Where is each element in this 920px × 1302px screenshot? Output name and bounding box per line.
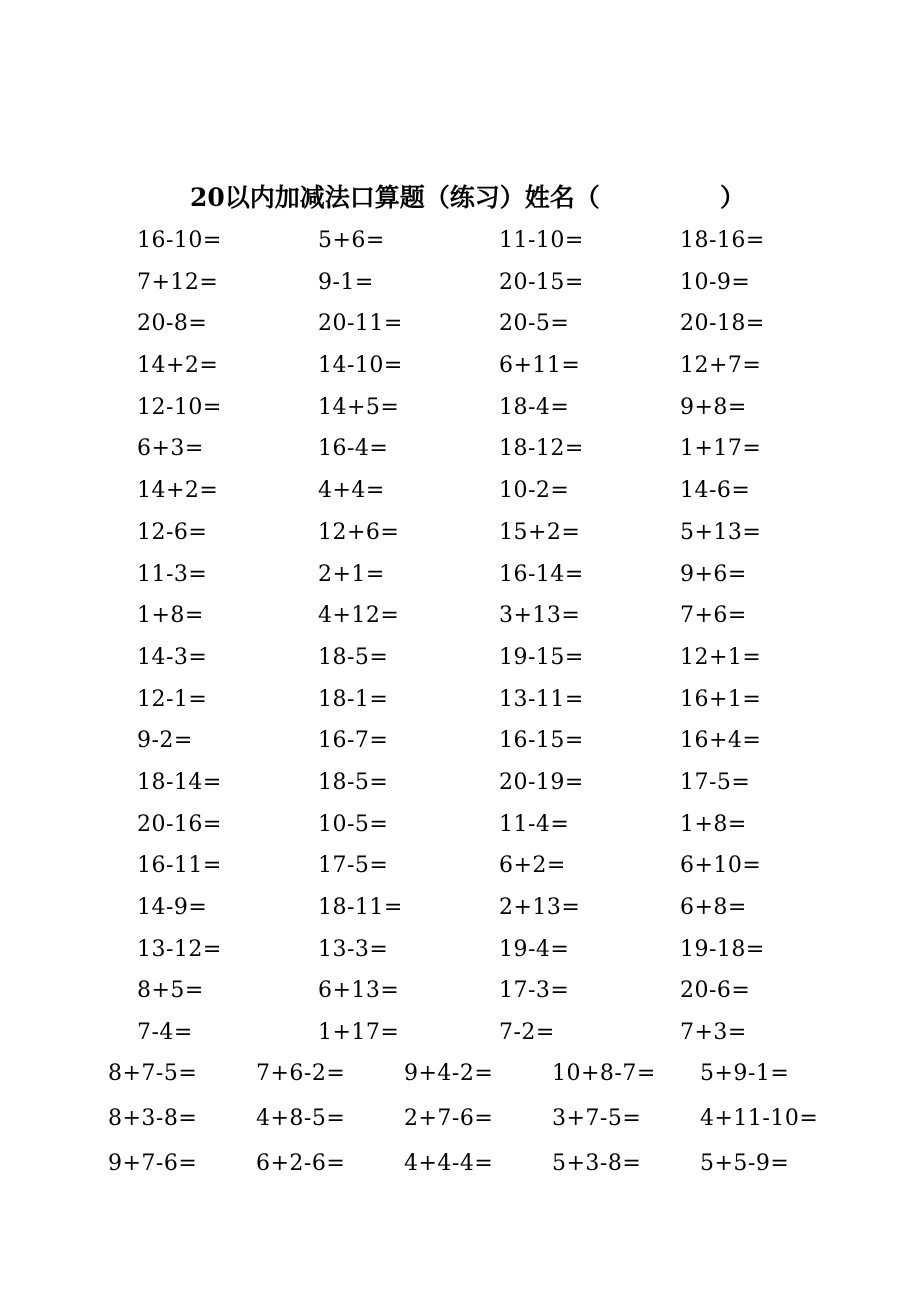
problem-row	[0, 345, 920, 387]
math-problem: 10+8-7=	[552, 1061, 656, 1086]
math-problem: 17-5=	[318, 853, 389, 879]
math-problem: 14+5=	[318, 394, 400, 420]
math-problem: 20-15=	[499, 269, 584, 295]
math-problem: 4+8-5=	[256, 1106, 346, 1131]
problem-row	[0, 637, 920, 679]
math-problem: 16-10=	[137, 228, 222, 253]
math-problem: 6+11=	[499, 353, 581, 379]
math-problem: 18-1=	[318, 686, 389, 712]
math-problem: 16-4=	[318, 436, 389, 462]
math-problem: 12-10=	[137, 394, 222, 420]
math-problem: 16-15=	[499, 728, 584, 754]
math-problem: 1+17=	[318, 1020, 400, 1046]
math-problem: 3+7-5=	[552, 1106, 642, 1131]
math-problem: 20-5=	[499, 311, 570, 337]
math-problem: 9-2=	[137, 728, 193, 754]
math-problem: 16+4=	[680, 728, 762, 754]
problem-row	[0, 1053, 920, 1098]
math-problem: 6+10=	[680, 853, 762, 879]
math-problem: 1+8=	[137, 603, 204, 629]
math-problem: 10-9=	[680, 269, 751, 295]
math-problem: 11-3=	[137, 561, 208, 587]
math-problem: 15+2=	[499, 519, 581, 545]
math-problem: 6+3=	[137, 436, 204, 462]
math-problem: 18-16=	[680, 228, 765, 253]
math-problem: 4+11-10=	[700, 1106, 819, 1131]
problem-row	[0, 1012, 920, 1054]
math-problem: 8+7-5=	[108, 1061, 198, 1086]
math-problem: 20-19=	[499, 769, 584, 795]
problem-row	[0, 970, 920, 1012]
math-problem: 17-5=	[680, 769, 751, 795]
math-problem: 7-4=	[137, 1020, 193, 1046]
math-problem: 6+2-6=	[256, 1151, 346, 1176]
math-problem: 2+7-6=	[404, 1106, 494, 1131]
problem-row	[0, 554, 920, 596]
math-problem: 18-12=	[499, 436, 584, 462]
math-problem: 16-11=	[137, 853, 222, 879]
problem-row	[0, 428, 920, 470]
math-problem: 14-10=	[318, 353, 403, 379]
math-problem: 19-4=	[499, 936, 570, 962]
math-problem: 10-5=	[318, 811, 389, 837]
math-problem: 9+6=	[680, 561, 747, 587]
math-problem: 1+8=	[680, 811, 747, 837]
math-problem: 9-1=	[318, 269, 374, 295]
math-problem: 4+12=	[318, 603, 400, 629]
title-text: 20以内加减法口算题（练习）姓名（	[190, 183, 600, 212]
problem-row	[0, 887, 920, 929]
problem-row	[0, 1143, 920, 1188]
math-problem: 17-3=	[499, 978, 570, 1004]
math-problem: 12-6=	[137, 519, 208, 545]
problem-row	[0, 220, 920, 262]
problem-row	[0, 929, 920, 971]
problem-row	[0, 470, 920, 512]
math-problem: 7+6-2=	[256, 1061, 346, 1086]
math-problem: 19-15=	[499, 644, 584, 670]
math-problem: 9+8=	[680, 394, 747, 420]
problem-row	[0, 303, 920, 345]
math-problem: 20-8=	[137, 311, 208, 337]
problem-row	[0, 720, 920, 762]
math-problem: 10-2=	[499, 478, 570, 504]
math-problem: 14-9=	[137, 895, 208, 920]
problem-grid-three-operand	[0, 1053, 920, 1188]
title-close-paren: ）	[720, 183, 746, 212]
math-problem: 4+4=	[318, 478, 385, 504]
math-problem: 7+12=	[137, 269, 219, 295]
math-problem: 13-11=	[499, 686, 584, 712]
math-problem: 5+3-8=	[552, 1151, 642, 1176]
math-problem: 20-11=	[318, 311, 403, 337]
math-problem: 13-3=	[318, 936, 389, 962]
math-problem: 18-5=	[318, 644, 389, 670]
math-problem: 18-14=	[137, 769, 222, 795]
math-problem: 8+5=	[137, 978, 204, 1004]
math-problem: 6+2=	[499, 853, 566, 879]
math-problem: 5+9-1=	[700, 1061, 790, 1086]
problem-row	[0, 845, 920, 887]
math-problem: 14+2=	[137, 478, 219, 504]
problem-row	[0, 387, 920, 429]
math-problem: 16+1=	[680, 686, 762, 712]
math-problem: 2+1=	[318, 561, 385, 587]
problem-row	[0, 1098, 920, 1143]
math-problem: 20-6=	[680, 978, 751, 1004]
math-problem: 9+7-6=	[108, 1151, 198, 1176]
math-problem: 6+8=	[680, 895, 747, 920]
math-problem: 7+3=	[680, 1020, 747, 1046]
math-problem: 4+4-4=	[404, 1151, 494, 1176]
math-problem: 14-6=	[680, 478, 751, 504]
math-problem: 14-3=	[137, 644, 208, 670]
math-problem: 14+2=	[137, 353, 219, 379]
math-problem: 12+6=	[318, 519, 400, 545]
problem-row	[0, 804, 920, 846]
math-problem: 5+13=	[680, 519, 762, 545]
math-problem: 18-5=	[318, 769, 389, 795]
math-problem: 12+1=	[680, 644, 762, 670]
math-problem: 16-14=	[499, 561, 584, 587]
math-problem: 11-4=	[499, 811, 570, 837]
math-problem: 1+17=	[680, 436, 762, 462]
problem-row	[0, 762, 920, 804]
math-problem: 6+13=	[318, 978, 400, 1004]
math-problem: 9+4-2=	[404, 1061, 494, 1086]
math-problem: 12-1=	[137, 686, 208, 712]
math-problem: 7-2=	[499, 1020, 555, 1046]
math-problem: 19-18=	[680, 936, 765, 962]
problem-row	[0, 512, 920, 554]
problem-grid-two-operand	[0, 220, 920, 1054]
math-problem: 7+6=	[680, 603, 747, 629]
math-problem: 13-12=	[137, 936, 222, 962]
math-problem: 16-7=	[318, 728, 389, 754]
math-problem: 8+3-8=	[108, 1106, 198, 1131]
math-problem: 20-18=	[680, 311, 765, 337]
math-problem: 5+5-9=	[700, 1151, 790, 1176]
problem-row	[0, 679, 920, 721]
math-problem: 18-11=	[318, 895, 403, 920]
problem-row	[0, 262, 920, 304]
problem-row	[0, 595, 920, 637]
math-problem: 3+13=	[499, 603, 581, 629]
math-problem: 5+6=	[318, 228, 385, 253]
math-problem: 2+13=	[499, 895, 581, 920]
math-problem: 20-16=	[137, 811, 222, 837]
math-problem: 12+7=	[680, 353, 762, 379]
math-problem: 18-4=	[499, 394, 570, 420]
math-problem: 11-10=	[499, 228, 584, 253]
